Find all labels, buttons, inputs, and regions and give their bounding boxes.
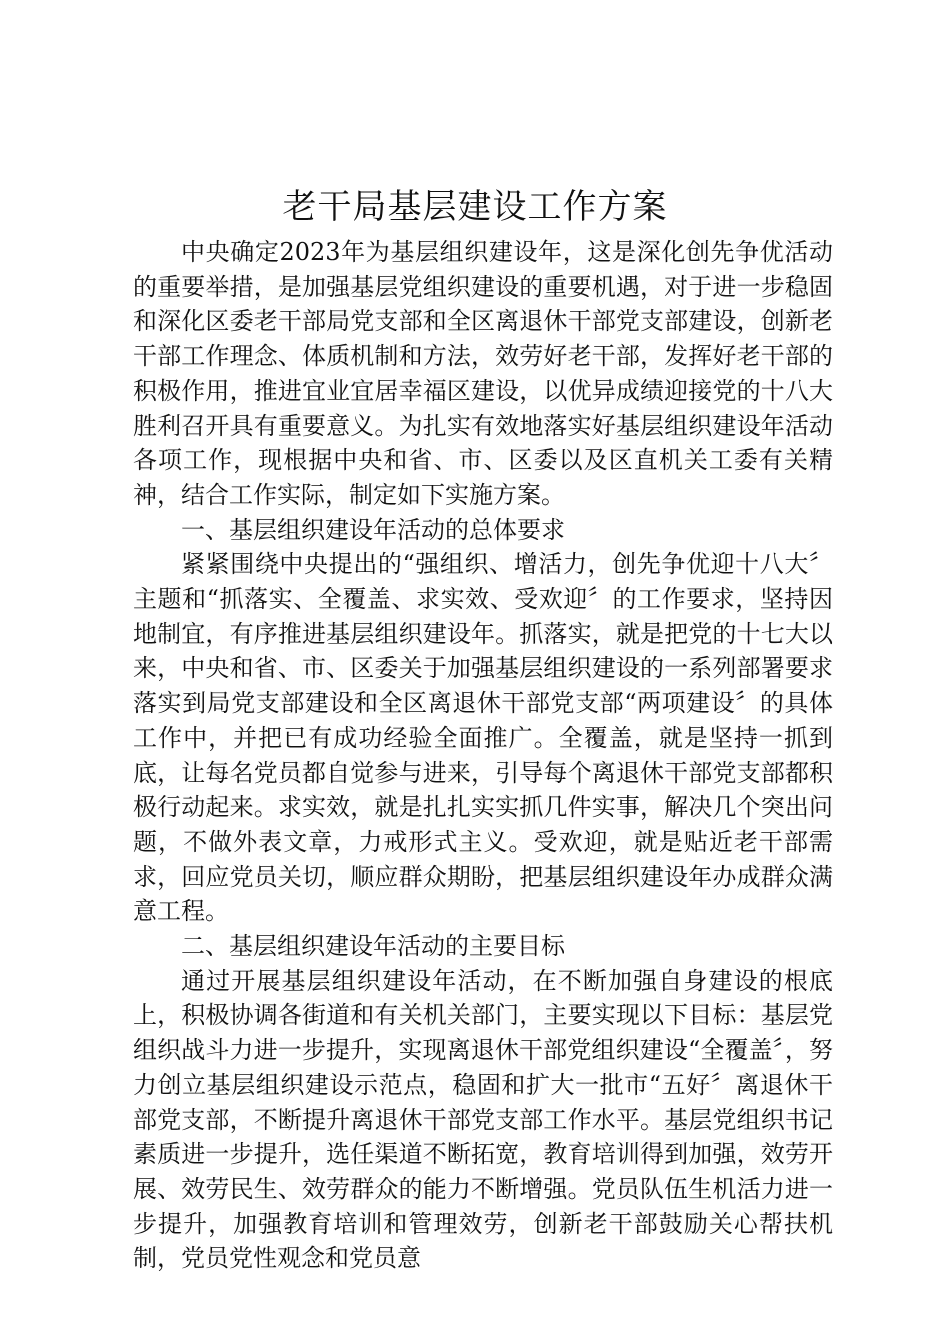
paragraph-general-requirements: 紧紧围绕中央提出的“强组织、增活力，创先争优迎十八大〞主题和“抓落实、全覆盖、求实效、受欢迎〞的工作要求，坚持因地制宜，有序推进基层组织建设年。抓落实，就是把党的十七大以来，中央和省、市、区委关于加强基层组织建设的一系列部署要求落实到局党支部建设和全区离退休干部党支部“两项建设〞的具体工作中，并把已有成功经验全面推广。全覆盖，就是坚持一抓到底，让每名党员都自觉参与进来，引导每个离退休干部党支部都积极行动起来。求实效，就是扎扎实实抓几件实事，解决几个突出问题，不做外表文章，力戒形式主义。受欢迎，就是贴近老干部需求，回应党员关切，顺应群众期盼，把基层组织建设年办成群众满意工程。	[133, 550, 833, 926]
section-heading-main-goals: 二、基层组织建设年活动的主要目标	[181, 932, 565, 961]
section-heading-general-requirements: 一、基层组织建设年活动的总体要求	[181, 515, 565, 544]
paragraph-intro: 中央确定2023年为基层组织建设年，这是深化创先争优活动的重要举措，是加强基层党组织建设的重要机遇，对于进一步稳固和深化区委老干部局党支部和全区离退休干部党支部建设，创新老干部工作理念、体质机制和方法，效劳好老干部，发挥好老干部的积极作用，推进宜业宜居幸福区建设，以优异成绩迎接党的十八大胜利召开具有重要意义。为扎实有效地落实好基层组织建设年活动各项工作，现根据中央和省、市、区委以及区直机关工委有关精神，结合工作实际，制定如下实施方案。	[133, 238, 833, 509]
paragraph-main-goals: 通过开展基层组织建设年活动，在不断加强自身建设的根底上，积极协调各街道和有关机关部门，主要实现以下目标：基层党组织战斗力进一步提升，实现离退休干部党组织建设“全覆盖〞，努力创立基层组织建设示范点，稳固和扩大一批市“五好〞离退休干部党支部，不断提升离退休干部党支部工作水平。基层党组织书记素质进一步提升，选任渠道不断拓宽，教育培训得到加强，效劳开展、效劳民生、效劳群众的能力不断增强。党员队伍生机活力进一步提升，加强教育培训和管理效劳，创新老干部鼓励关心帮扶机制，党员党性观念和党员意	[133, 966, 833, 1273]
document-body	[133, 235, 833, 1276]
document-title: 老干局基层建设工作方案	[282, 187, 668, 227]
